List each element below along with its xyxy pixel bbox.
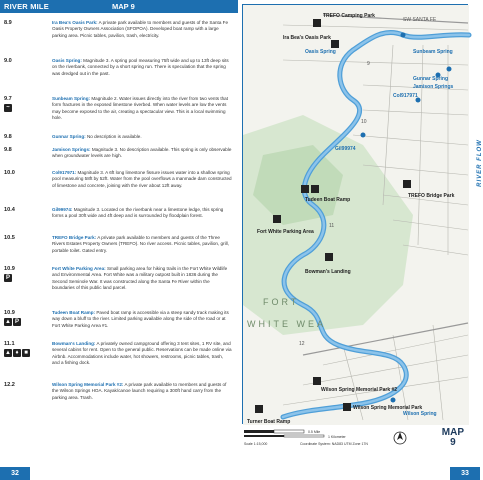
- spring-marker-icon: [447, 67, 452, 72]
- entry-text: A private park available to members and guests of the Santa Fe Oasis Property Owners Association (SFOPOA). Developed boat ramp with a large parking area. Picnic tables, pavilion, trash, electricity.: [52, 20, 229, 38]
- entry-description: [52, 310, 232, 329]
- entry-text: A private park available to members and guests of the Three Rivers Estates Property Owners (TREFO). No river access. Picnic tables, pavilion, grill, portable toilet. Gated entry.: [52, 235, 229, 253]
- entry-text: A private park available to members and guests of the Wilson Springs HOA. Kayak/canoe launch requiring a 300ft hand carry from the parking area. Trash.: [52, 382, 227, 400]
- label-fort-white-parking: Fort White Parking Area: [257, 229, 314, 235]
- entry-text: Magnitude 3. Located on the riverbank near a limestone ledge, this spring forms a pool 30ft wide and 4ft deep and is surrounded by floodplain forest.: [52, 207, 224, 219]
- entry-text: Magnitude 3. No description available. This spring is only observable when groundwater levels are high.: [52, 147, 232, 159]
- river-mile-header: RIVER MILE: [4, 2, 49, 11]
- entry-text: Magnitude 3. A 6ft long limestone fissure issues water into a shallow spring pool measuring 58ft by 52ft. Water from the pool overflows a manmade dam constructed of limestone and concrete, joining with the river about 12ft away.: [52, 170, 232, 188]
- label-fort: FORT: [263, 297, 300, 307]
- label-turner: Turner Boat Ramp: [247, 419, 291, 425]
- entry-description: [52, 96, 232, 122]
- entry-text: Small parking area for hiking trails in the Fort White Wildlife and Environmental Area. Fort White was a military outpost built in 1836 during the Second Seminole War. It was constructed along the Santa Fe River within the boundaries of this public land parcel.: [52, 266, 228, 291]
- camping-icon: ▲: [5, 350, 11, 356]
- spring-marker-icon: [361, 133, 366, 138]
- swimming-icon: ~: [4, 104, 12, 112]
- label-jamison-springs: Jamison Springs: [413, 84, 454, 90]
- entry-title: Sunbeam Spring:: [52, 96, 91, 101]
- entry-text: Magnitude 2. Water issues directly into the river from two vents that form fractures in the exposed limestone riverbed. When water levels are low the vents may become exposed to the air, creating a spectacular view. This is a local swimming hole.: [52, 96, 228, 121]
- label-wilson-spring: Wilson Spring: [403, 411, 437, 417]
- boat-ramp-icon: ▲: [5, 319, 11, 325]
- entry-title: Fort White Parking Area:: [52, 266, 106, 271]
- entry-description: [52, 147, 232, 160]
- river-map: [242, 4, 468, 424]
- park-marker-icon: [313, 377, 321, 385]
- label-wilson-2: Wilson Spring Memorial Park: [353, 405, 423, 411]
- entry-text: Paved boat ramp is accessible via a steep sandy track making its way down a bluff to the river. Limited parking available along the side of the road or at Fort White Parking Area #1.: [52, 310, 229, 328]
- parking-marker-icon: [273, 215, 281, 223]
- map-footer: [242, 428, 468, 460]
- park-marker-icon: [343, 403, 351, 411]
- label-white-wea: WHITE WEA: [247, 319, 326, 329]
- entry-mile: 10.0: [4, 170, 15, 176]
- entry-mile: 9.0: [4, 58, 12, 64]
- label-oasis-spring: Oasis Spring: [305, 49, 336, 55]
- entry-description: [52, 134, 232, 140]
- entry-description: [52, 58, 232, 77]
- scale-mile-label: 0.5 Mile: [308, 430, 321, 434]
- entry-text: No description is available.: [86, 134, 142, 139]
- entry-icons: [4, 349, 30, 357]
- page-number: 32: [0, 467, 30, 480]
- page-number: 33: [450, 467, 480, 480]
- label-ira-bea: Ira Bea's Oasis Park: [283, 35, 331, 41]
- entry-title: Gunnar Spring:: [52, 134, 86, 139]
- boat-ramp-marker-icon: [255, 405, 263, 413]
- entry-description: [52, 266, 232, 292]
- label-mile-9: 9: [367, 61, 370, 67]
- entry-description: [52, 170, 232, 189]
- north-arrow-icon: [392, 430, 408, 446]
- label-trefo-camping: TREFO Camping Park: [323, 13, 375, 19]
- map-title: [442, 428, 464, 448]
- entry-icons: [4, 318, 21, 326]
- river-flow-indicator: [470, 70, 483, 270]
- entry-title: Tudeen Boat Ramp:: [52, 310, 96, 315]
- map-canvas: [243, 5, 469, 425]
- park-marker-icon: [313, 19, 321, 27]
- scale-bar: [244, 428, 364, 440]
- restroom-icon: ♦: [13, 349, 21, 357]
- entry-description: [52, 235, 232, 254]
- entry-title: Jamison Springs:: [52, 147, 91, 152]
- entry-icons: [4, 104, 12, 112]
- label-wilson-1: Wilson Spring Memorial Park #2: [321, 387, 398, 393]
- entry-description: [52, 20, 232, 39]
- entry-mile: 9.7: [4, 96, 12, 102]
- map-header: MAP 9: [112, 2, 135, 11]
- entry-mile: 9.8: [4, 147, 12, 153]
- entry-mile: 9.8: [4, 134, 12, 140]
- label-tudeen: Tudeen Boat Ramp: [305, 197, 351, 203]
- label-col917971: Col917971: [393, 93, 418, 99]
- entry-mile: 10.5: [4, 235, 15, 241]
- entry-title: Col917971:: [52, 170, 77, 175]
- spring-marker-icon: [401, 33, 406, 38]
- park-marker-icon: [331, 40, 339, 48]
- label-mile-12: 12: [299, 341, 305, 347]
- entry-title: Gil99974:: [52, 207, 73, 212]
- entry-text: A privately owned campground offering 3 tent sites, 1 RV site, and several cabins for rent. Open to the general public. Reservations can be made online via Airbnb. Accommodations include water, hot showers, restrooms, picnic tables, trash, and a fishing dock.: [52, 341, 232, 366]
- map-title-label: MAP: [441, 427, 464, 438]
- label-gil99974: Gil99974: [335, 146, 356, 152]
- entry-description: [52, 382, 232, 401]
- entry-title: Ira Bea's Oasis Park:: [52, 20, 98, 25]
- page-header: [0, 0, 238, 13]
- entry-title: Bowman's Landing:: [52, 341, 96, 346]
- map-title-number: 9: [450, 437, 456, 448]
- map-page: [240, 0, 483, 480]
- entry-icons: [4, 274, 12, 282]
- scale-km-label: 1 Kilometer: [328, 435, 346, 439]
- entry-description: [52, 341, 232, 367]
- spring-marker-icon: [391, 398, 396, 403]
- entry-mile: 11.1: [4, 341, 15, 347]
- parking-marker-icon: [311, 185, 319, 193]
- entry-title: Oasis Spring:: [52, 58, 82, 63]
- entry-mile: 8.9: [4, 20, 12, 26]
- entry-mile: 12.2: [4, 382, 15, 388]
- entry-title: TREFO Bridge Park:: [52, 235, 97, 240]
- parking-icon: P: [14, 319, 19, 325]
- label-gunnar-spring: Gunnar Spring: [413, 76, 448, 82]
- text-page: [0, 0, 238, 480]
- label-bowmans: Bowman's Landing: [305, 269, 351, 275]
- label-mile-11: 11: [329, 223, 335, 229]
- entry-mile: 10.9: [4, 310, 15, 316]
- label-mile-10: 10: [361, 119, 367, 125]
- boat-ramp-marker-icon: [301, 185, 309, 193]
- entry-description: [52, 207, 232, 220]
- label-road-santa-fe: SW SANTA FE: [403, 17, 437, 23]
- entry-mile: 10.9: [4, 266, 15, 272]
- camping-marker-icon: [325, 253, 333, 261]
- label-trefo-bridge: TREFO Bridge Park: [408, 193, 455, 199]
- label-sunbeam-spring: Sunbeam Spring: [413, 49, 453, 55]
- scale-text: Scale 1:15,000: [244, 442, 268, 446]
- park-marker-icon: [403, 180, 411, 188]
- cabin-icon: ■: [22, 349, 30, 357]
- coordinate-system: Coordinate System: NAD83 UTM Zone 17N: [300, 442, 368, 446]
- parking-icon: P: [5, 275, 10, 281]
- entry-text: Magnitude 3. A spring pool measuring 75ft wide and up to 13ft deep sits on the riverbank, connected by a short spring run. There is speculation that the spring was dredged out in the past.: [52, 58, 229, 76]
- river-flow-label: RIVER FLOW: [477, 139, 483, 187]
- entry-mile: 10.4: [4, 207, 15, 213]
- entry-title: Wilson Spring Memorial Park #2:: [52, 382, 124, 387]
